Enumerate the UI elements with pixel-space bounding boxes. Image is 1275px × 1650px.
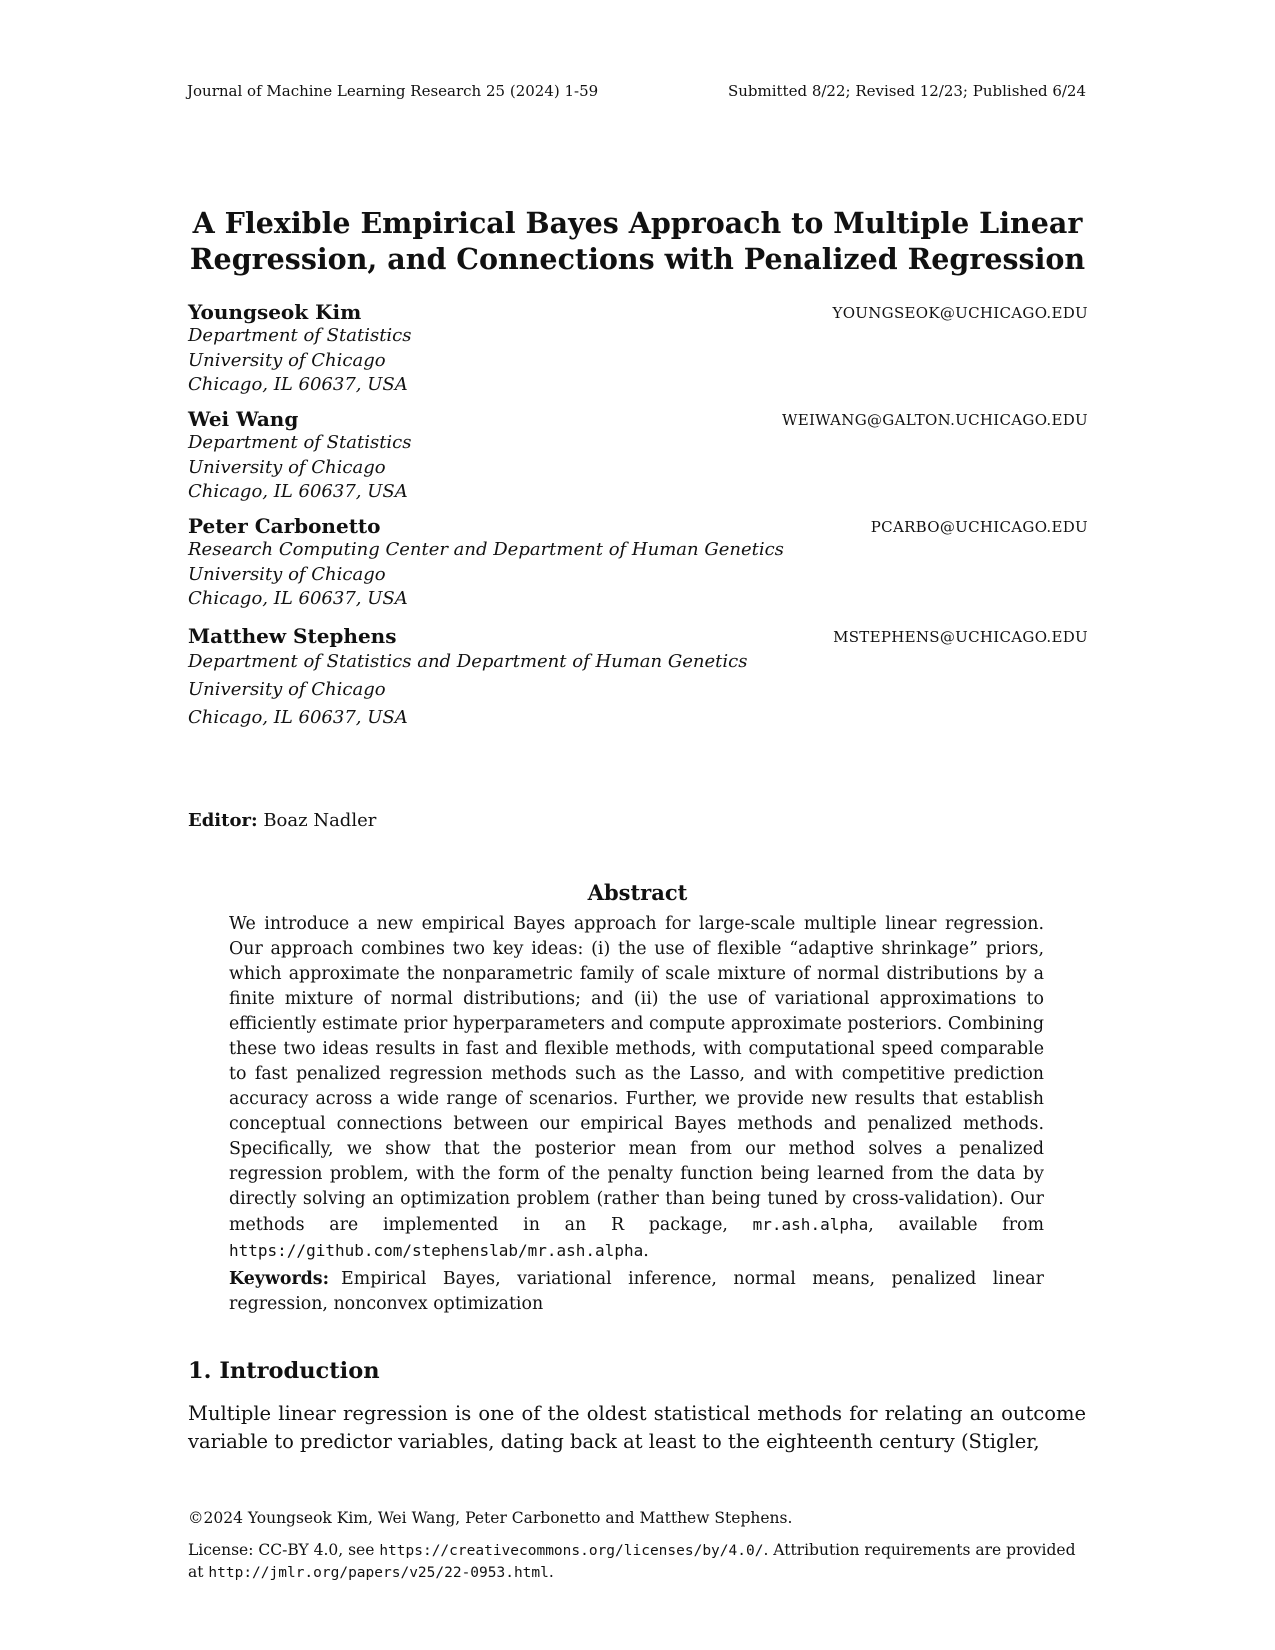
keywords <box>229 1267 1044 1317</box>
abstract-body-text: We introduce a new empirical Bayes approach for large-scale multiple linear regression. Our approach combines two key ideas: (i) the use of flexible “adaptive shrinkage” priors, which approximate the nonparametric family of scale mixture of normal distributions by a finite mixture of normal distributions; and (ii) the use of variational approximations to efficiently estimate prior hyperparameters and compute approximate posteriors. Combining these two ideas results in fast and flexible methods, with computational speed comparable to fast penalized regression methods such as the Lasso, and with competitive prediction accuracy across a wide range of scenarios. Further, we provide new results that establish conceptual connections between our empirical Bayes methods and penalized methods. Specifically, we show that the posterior mean from our method solves a penalized regression problem, with the form of the penalty function being learned from the data by directly solving an optimization problem (rather than being tuned by cross-validation). Our methods are implemented in an R package, <box>229 914 1044 1235</box>
author-affiliation <box>188 538 1088 612</box>
copyright-notice: ©2024 Youngseok Kim, Wei Wang, Peter Carbonetto and Matthew Stephens. <box>188 1509 793 1527</box>
github-link[interactable]: https://github.com/stephenslab/mr.ash.alpha <box>229 1241 644 1260</box>
editor-line <box>188 810 376 831</box>
attribution-link[interactable]: http://jmlr.org/papers/v25/22-0953.html <box>208 1565 549 1581</box>
abstract-text <box>229 912 1044 1264</box>
author-name: Wei Wang <box>188 407 299 431</box>
publication-dates: Submitted 8/22; Revised 12/23; Published 6/24 <box>727 82 1086 100</box>
editor-name: Boaz Nadler <box>263 810 377 831</box>
author-name: Youngseok Kim <box>188 300 362 324</box>
affiliation-line: Department of Statistics and Department of Human Genetics <box>188 651 748 672</box>
affiliation-line: University of Chicago <box>188 563 386 585</box>
author-email[interactable]: MSTEPHENS@UCHICAGO.EDU <box>833 628 1088 646</box>
title-line-2: Regression, and Connections with Penalized Regression <box>189 242 1086 276</box>
keywords-label: Keywords: <box>229 1269 330 1289</box>
author-name: Matthew Stephens <box>188 624 397 648</box>
package-name: mr.ash.alpha <box>752 1215 869 1234</box>
affiliation-line: University of Chicago <box>188 679 386 700</box>
affiliation-line: Department of Statistics <box>188 432 412 453</box>
license-mid: . Attribution requirements are provided at <box>188 1541 1076 1581</box>
author-block <box>188 514 1088 612</box>
editor-label: Editor: <box>188 810 258 831</box>
affiliation-line: Chicago, IL 60637, USA <box>188 374 408 395</box>
author-affiliation <box>188 648 1088 732</box>
author-name: Peter Carbonetto <box>188 514 381 538</box>
affiliation-line: Chicago, IL 60637, USA <box>188 588 408 609</box>
license-link[interactable]: https://creativecommons.org/licenses/by/4.0/ <box>379 1543 764 1559</box>
affiliation-line: Chicago, IL 60637, USA <box>188 707 408 728</box>
keywords-text: Empirical Bayes, variational inference, normal means, penalized linear regression, nonconvex optimization <box>229 1269 1044 1314</box>
author-affiliation <box>188 431 1088 505</box>
affiliation-line: Research Computing Center and Department of Human Genetics <box>188 539 784 560</box>
paper-title <box>140 205 1135 277</box>
journal-header: Journal of Machine Learning Research 25 (2024) 1-59 <box>187 82 599 100</box>
abstract-heading: Abstract <box>587 880 688 905</box>
license-notice <box>188 1540 1088 1584</box>
affiliation-line: Chicago, IL 60637, USA <box>188 481 408 502</box>
section-heading: 1. Introduction <box>188 1358 380 1384</box>
author-block <box>188 624 1088 732</box>
author-block <box>188 300 1088 398</box>
license-prefix: License: CC-BY 4.0, see <box>188 1541 380 1559</box>
abstract-connector: , available from <box>868 1215 1044 1235</box>
author-email[interactable]: YOUNGSEOK@UCHICAGO.EDU <box>832 304 1088 322</box>
author-email[interactable]: PCARBO@UCHICAGO.EDU <box>870 518 1088 536</box>
author-block <box>188 407 1088 505</box>
license-end: . <box>548 1563 554 1581</box>
author-affiliation <box>188 324 1088 398</box>
affiliation-line: University of Chicago <box>188 349 386 371</box>
section-paragraph: Multiple linear regression is one of the oldest statistical methods for relating an outcome variable to predictor variables, dating back at least to the eighteenth century (Stigler, <box>188 1402 1086 1453</box>
affiliation-line: Department of Statistics <box>188 325 412 346</box>
author-email[interactable]: WEIWANG@GALTON.UCHICAGO.EDU <box>781 411 1088 429</box>
abstract-end: . <box>643 1241 649 1261</box>
affiliation-line: University of Chicago <box>188 456 386 478</box>
title-line-1: A Flexible Empirical Bayes Approach to Multiple Linear <box>192 206 1083 240</box>
